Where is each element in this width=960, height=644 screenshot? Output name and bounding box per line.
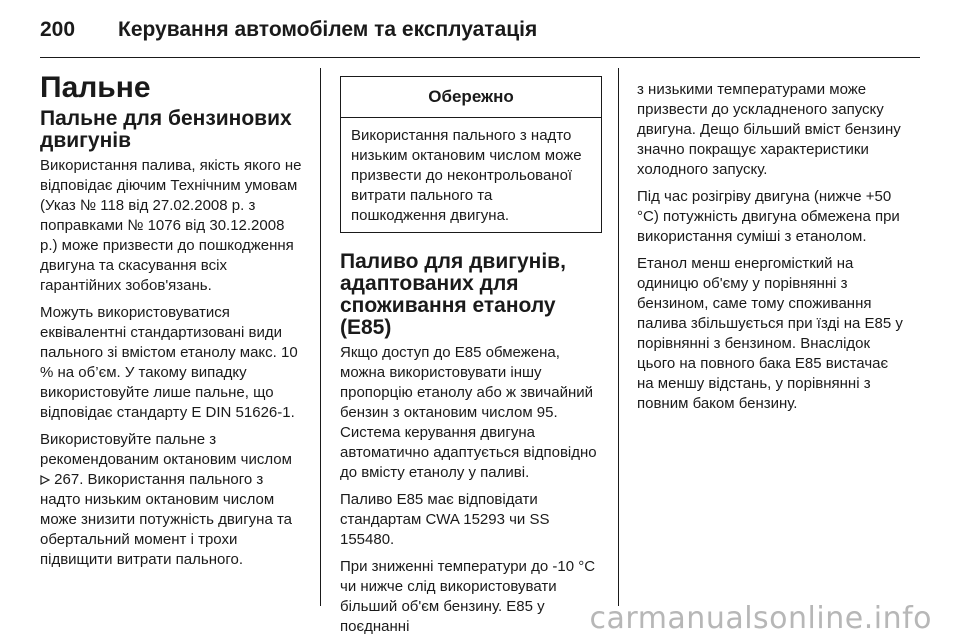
octane-text-before: Використовуйте пальне з рекомендованим октановим числом [40, 431, 292, 468]
right-column [637, 80, 907, 421]
paragraph-e85-standards: Паливо E85 має відповідати стандартам CWA 15293 чи SS 155480. [340, 491, 550, 548]
paragraph-energy-content: Етанол менш енергомісткий на одиницю об'єму у порівнянні з бензином, саме тому споживання палива збільшується при їзді на E85 у порівнянні з бензином. Внаслідок цього на повного бака E85 вистачає на меншу відстань, у порівнянні з повним баком бензину. [637, 255, 903, 412]
caution-title: Обережно [341, 77, 601, 118]
caution-box [340, 76, 602, 233]
caution-text: Використання пального з надто низьким октановим числом може призвести до неконтрольованої витрати пального та пошкодження двигуна. [351, 127, 582, 224]
subsection-title-petrol: Пальне для бензинових двигунів [40, 107, 292, 152]
paragraph-fuel-quality: Використання палива, якість якого не відповідає діючим Технічним умовам (Указ № 118 від 27.02.2008 р. з поправками № 1076 від 30.12.2008 р.) може призвести до пошкодження двигуна та скасування всіх гарантійних зобов'язань. [40, 157, 302, 294]
column-divider-2 [618, 68, 619, 606]
left-column [40, 70, 302, 577]
section-title: Пальне [40, 71, 151, 104]
watermark-text: carmanualsonline.info [589, 601, 932, 636]
subsection-title-e85: Паливо для двигунів, адаптованих для споживання етанолу (E85) [340, 250, 566, 339]
paragraph-cold-start: з низькими температурами може призвести до ускладненого запуску двигуна. Дещо більший вміст бензину значно покращує характеристики холодного запуску. [637, 81, 901, 178]
paragraph-warmup-power: Під час розігріву двигуна (нижче +50 °C) потужність двигуна обмежена при використання суміші з етанолом. [637, 188, 900, 245]
middle-column [340, 70, 602, 644]
octane-text-after: 267. Використання пального з надто низьким октановим числом може знизити потужність двигуна та обертальний момент і трохи підвищити витрати пального. [40, 471, 292, 568]
paragraph-ethanol-equivalent: Можуть використовуватися еквівалентні стандартизовані види пального зі вмістом етанолу макс. 10 % на об’єм. У такому випадку використовуйте лише пальне, що відповідає стандарту E DIN 51626-1. [40, 304, 298, 421]
page-reference-icon [40, 471, 50, 481]
chapter-title: Керування автомобілем та експлуатація [118, 18, 538, 41]
paragraph-e85-availability: Якщо доступ до E85 обмежена, можна використовувати іншу пропорцію етанолу або ж звичайний бензин з октановим числом 95. Система керування двигуна автоматично адаптується відповідно до вмісту етанолу у паливі. [340, 344, 597, 481]
column-divider-1 [320, 68, 321, 606]
page-number: 200 [40, 18, 76, 41]
paragraph-octane [40, 430, 302, 570]
page-header [40, 18, 537, 48]
paragraph-low-temperature: При зниженні температури до -10 °C чи нижче слід використовувати більший об'єм бензину. E85 у поєднанні [340, 558, 596, 635]
header-divider [40, 57, 920, 58]
